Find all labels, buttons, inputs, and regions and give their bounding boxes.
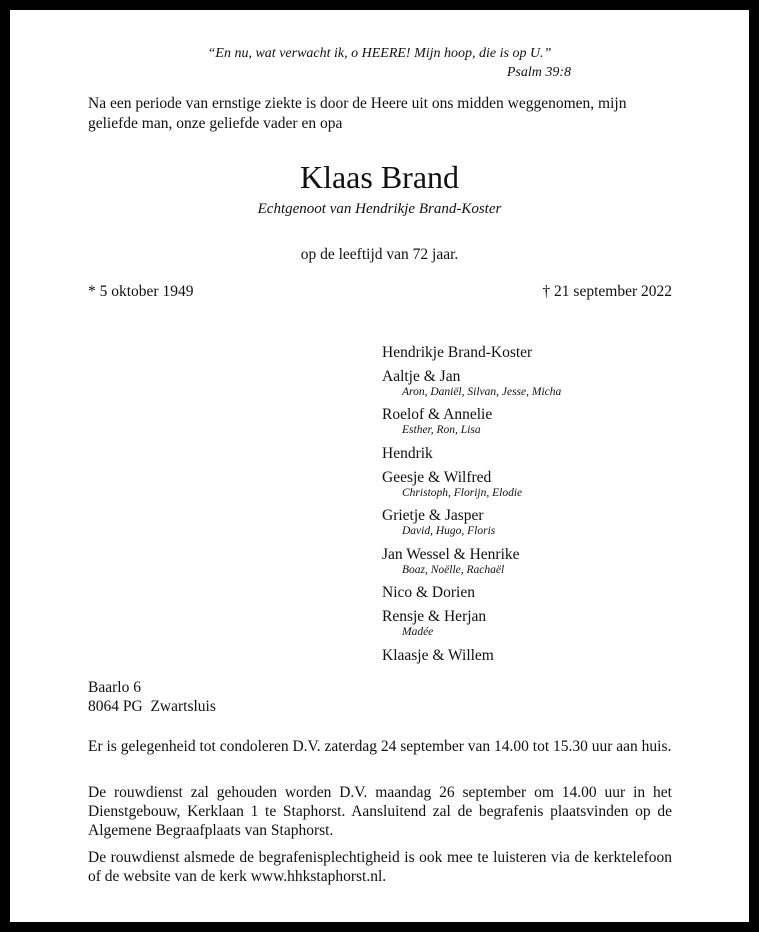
family-member — [382, 545, 561, 583]
obituary-page — [10, 10, 749, 922]
service-paragraph: De rouwdienst zal gehouden worden D.V. maandag 26 september om 14.00 uur in het Dienstgebouw, Kerklaan 1 te Staphorst. Aansluitend zal de begrafenis plaatsvinden op de Algemene Begraafplaats van Staphorst. — [88, 784, 672, 839]
family-member-name: Klaasje & Willem — [382, 647, 494, 664]
family-member-children: Christoph, Florijn, Elodie — [402, 487, 523, 499]
family-member-children: Aron, Daniël, Silvan, Jesse, Micha — [402, 386, 562, 398]
family-member-children: Madée — [402, 626, 434, 638]
family-member-name: Hendrikje Brand-Koster — [382, 344, 533, 361]
spouse-line: Echtgenoot van Hendrikje Brand-Koster — [257, 201, 502, 217]
address-street: Baarlo 6 — [88, 679, 141, 696]
family-member-children: Boaz, Noëlle, Rachaël — [402, 564, 505, 576]
address-city: 8064 PG Zwartsluis — [88, 698, 216, 715]
bible-quote: “En nu, wat verwacht ik, o HEERE! Mijn hoop, die is op U.” — [207, 46, 552, 61]
family-member-name: Hendrik — [382, 445, 433, 462]
quote-reference: Psalm 39:8 — [506, 65, 571, 80]
family-member — [382, 607, 561, 646]
deceased-name: Klaas Brand — [299, 159, 460, 195]
family-member — [382, 367, 561, 405]
family-member — [382, 646, 561, 670]
family-member-name: Aaltje & Jan — [382, 368, 461, 385]
family-member — [382, 444, 561, 468]
family-member — [382, 468, 561, 506]
family-list — [382, 343, 561, 670]
address-block — [88, 678, 216, 716]
family-member — [382, 343, 561, 367]
death-date: † 21 september 2022 — [542, 283, 672, 300]
age-line: op de leeftijd van 72 jaar. — [300, 246, 459, 263]
intro-text: Na een periode van ernstige ziekte is door de Heere uit ons midden weggenomen, mijn geliefde man, onze geliefde vader en opa — [88, 95, 627, 132]
family-member — [382, 405, 561, 444]
birth-date: * 5 oktober 1949 — [88, 283, 194, 300]
family-member-children: David, Hugo, Floris — [402, 525, 496, 537]
broadcast-paragraph: De rouwdienst alsmede de begrafenisplechtigheid is ook mee te luisteren via de kerktelefoon of de website van de kerk www.hhkstaphorst.nl. — [88, 849, 672, 885]
family-member-name: Jan Wessel & Henrike — [382, 546, 520, 563]
family-member-name: Nico & Dorien — [382, 584, 475, 601]
family-member — [382, 506, 561, 545]
family-member — [382, 583, 561, 607]
family-member-children: Esther, Ron, Lisa — [402, 424, 481, 436]
condolence-paragraph: Er is gelegenheid tot condoleren D.V. zaterdag 24 september van 14.00 tot 15.30 uur aan huis. — [88, 738, 672, 755]
family-member-name: Grietje & Jasper — [382, 507, 484, 524]
family-member-name: Geesje & Wilfred — [382, 469, 492, 486]
family-member-name: Rensje & Herjan — [382, 608, 487, 625]
family-member-name: Roelof & Annelie — [382, 406, 493, 423]
